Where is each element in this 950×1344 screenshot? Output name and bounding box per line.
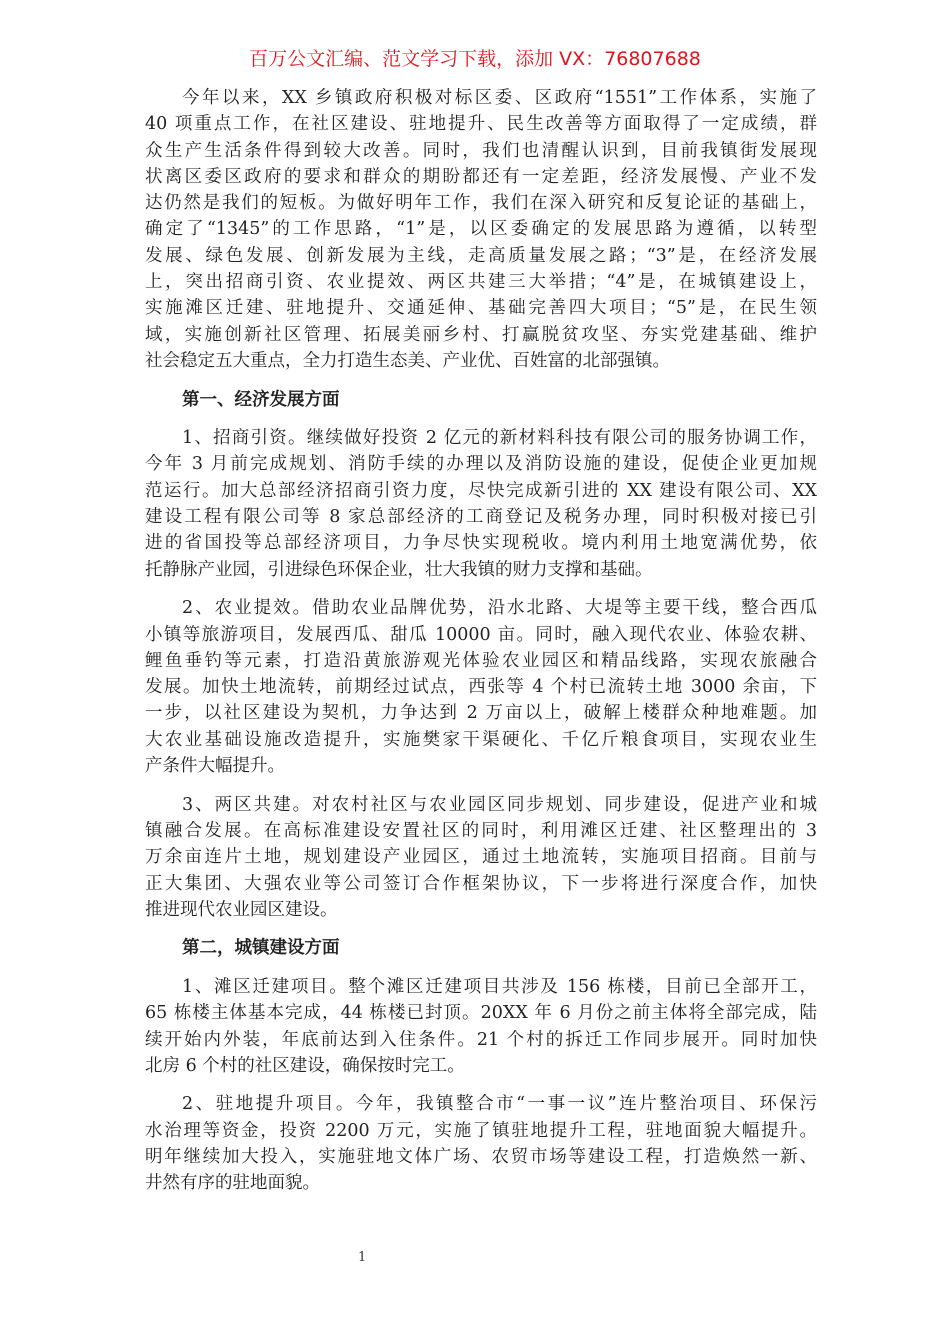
paragraph <box>145 85 817 374</box>
text-line: 发展。加快土地流转，前期经过试点，西张等 4 个村已流转土地 3000 余亩，下 <box>145 677 817 698</box>
text-line: 第一、经济发展方面 <box>182 389 340 410</box>
text-line: 上，突出招商引资、农业提效、两区共建三大举措；“4”是，在城镇建设上， <box>145 272 817 293</box>
text-line: 第二，城镇建设方面 <box>182 938 340 959</box>
paragraph <box>145 974 817 1079</box>
text-line: 1、招商引资。继续做好投资 2 亿元的新材料科技有限公司的服务协调工作， <box>182 428 817 449</box>
text-line: 范运行。加大总部经济招商引资力度，尽快完成新引进的 XX 建设有限公司、XX <box>145 480 817 501</box>
text-line: 1、滩区迁建项目。整个滩区迁建项目共涉及 156 栋楼，目前已全部开工， <box>182 976 817 997</box>
document-body <box>145 85 817 1209</box>
paragraph <box>145 425 817 583</box>
text-line: 今年 3 月前完成规划、消防手续的办理以及消防设施的建设，促使企业更加规 <box>145 454 817 475</box>
paragraph <box>145 595 817 779</box>
text-line: 确定了“1345”的工作思路，“1”是，以区委确定的发展思路为遵循，以转型 <box>145 219 817 240</box>
text-line: 实施滩区迁建、驻地提升、交通延伸、基础完善四大项目；“5”是，在民生领 <box>145 298 817 319</box>
text-line: 万余亩连片土地，规划建设产业园区，通过土地流转，实施项目招商。目前与 <box>145 847 817 868</box>
text-line: 状离区委区政府的要求和群众的期盼都还有一定差距，经济发展慢、产业不发 <box>145 166 817 187</box>
text-line: 鲤鱼垂钓等元素，打造沿黄旅游观光体验农业园区和精品线路，实现农旅融合 <box>145 650 817 671</box>
text-line: 产条件大幅提升。 <box>145 756 285 777</box>
text-line: 北房 6 个村的社区建设，确保按时完工。 <box>145 1055 465 1076</box>
text-line: 续开始内外装，年底前达到入住条件。21 个村的拆迁工作同步展开。同时加快 <box>145 1029 817 1050</box>
text-line: 镇融合发展。在高标准建设安置社区的同时，利用滩区迁建、社区整理出的 3 <box>145 820 817 841</box>
text-line: 托静脉产业园，引进绿色环保企业，壮大我镇的财力支撑和基础。 <box>145 559 653 580</box>
text-line: 65 栋楼主体基本完成，44 栋楼已封顶。20XX 年 6 月份之前主体将全部完成，陆 <box>145 1003 817 1024</box>
text-line: 大农业基础设施改造提升，实施樊家干渠硬化、千亿斤粮食项目，实现农业生 <box>145 729 817 750</box>
text-line: 正大集团、大强农业等公司签订合作框架协议，下一步将进行深度合作，加快 <box>145 873 817 894</box>
page-number: 1 <box>358 1250 367 1265</box>
text-line: 井然有序的驻地面貌。 <box>145 1173 320 1194</box>
text-line: 今年以来，XX 乡镇政府积极对标区委、区政府“1551”工作体系，实施了 <box>182 88 817 108</box>
text-line: 水治理等资金，投资 2200 万元，实施了镇驻地提升工程，驻地面貌大幅提升。 <box>145 1120 817 1141</box>
text-line: 发展、绿色发展、创新发展为主线，走高质量发展之路；“3”是，在经济发展 <box>145 245 817 266</box>
text-line: 域，实施创新社区管理、拓展美丽乡村、打赢脱贫攻坚、夯实党建基础、维护 <box>145 324 817 345</box>
text-line: 推进现代农业园区建设。 <box>145 899 338 920</box>
download-banner: 百万公文汇编、范文学习下载，添加 VX：76807688 <box>249 48 701 70</box>
text-line: 社会稳定五大重点，全力打造生态美、产业优、百姓富的北部强镇。 <box>145 350 670 371</box>
text-line: 2、农业提效。借助农业品牌优势，沿水北路、大堤等主要干线，整合西瓜 <box>182 598 817 619</box>
section-heading <box>145 387 817 413</box>
text-line: 明年继续加大投入，实施驻地文体广场、农贸市场等建设工程，打造焕然一新、 <box>145 1147 817 1168</box>
text-line: 一步，以社区建设为契机，力争达到 2 万亩以上，破解上楼群众种地难题。加 <box>145 703 817 724</box>
text-line: 进的省国投等总部经济项目，力争尽快实现税收。境内利用土地宽满优势，依 <box>145 533 817 554</box>
text-line: 小镇等旅游项目，发展西瓜、甜瓜 10000 亩。同时，融入现代农业、体验农耕、 <box>145 624 817 645</box>
paragraph <box>145 1091 817 1196</box>
paragraph <box>145 792 817 923</box>
text-line: 3、两区共建。对农村社区与农业园区同步规划、同步建设，促进产业和城 <box>182 794 817 815</box>
text-line: 众生产生活条件得到较大改善。同时，我们也清醒认识到，目前我镇街发展现 <box>145 140 817 161</box>
text-line: 40 项重点工作，在社区建设、驻地提升、民生改善等方面取得了一定成绩，群 <box>145 114 817 135</box>
text-line: 达仍然是我们的短板。为做好明年工作，我们在深入研究和反复论证的基础上， <box>145 193 817 214</box>
section-heading <box>145 935 817 961</box>
text-line: 建设工程有限公司等 8 家总部经济的工商登记及税务办理，同时积极对接已引 <box>145 507 817 528</box>
text-line: 2、驻地提升项目。今年，我镇整合市“一事一议”连片整治项目、环保污 <box>182 1094 817 1115</box>
